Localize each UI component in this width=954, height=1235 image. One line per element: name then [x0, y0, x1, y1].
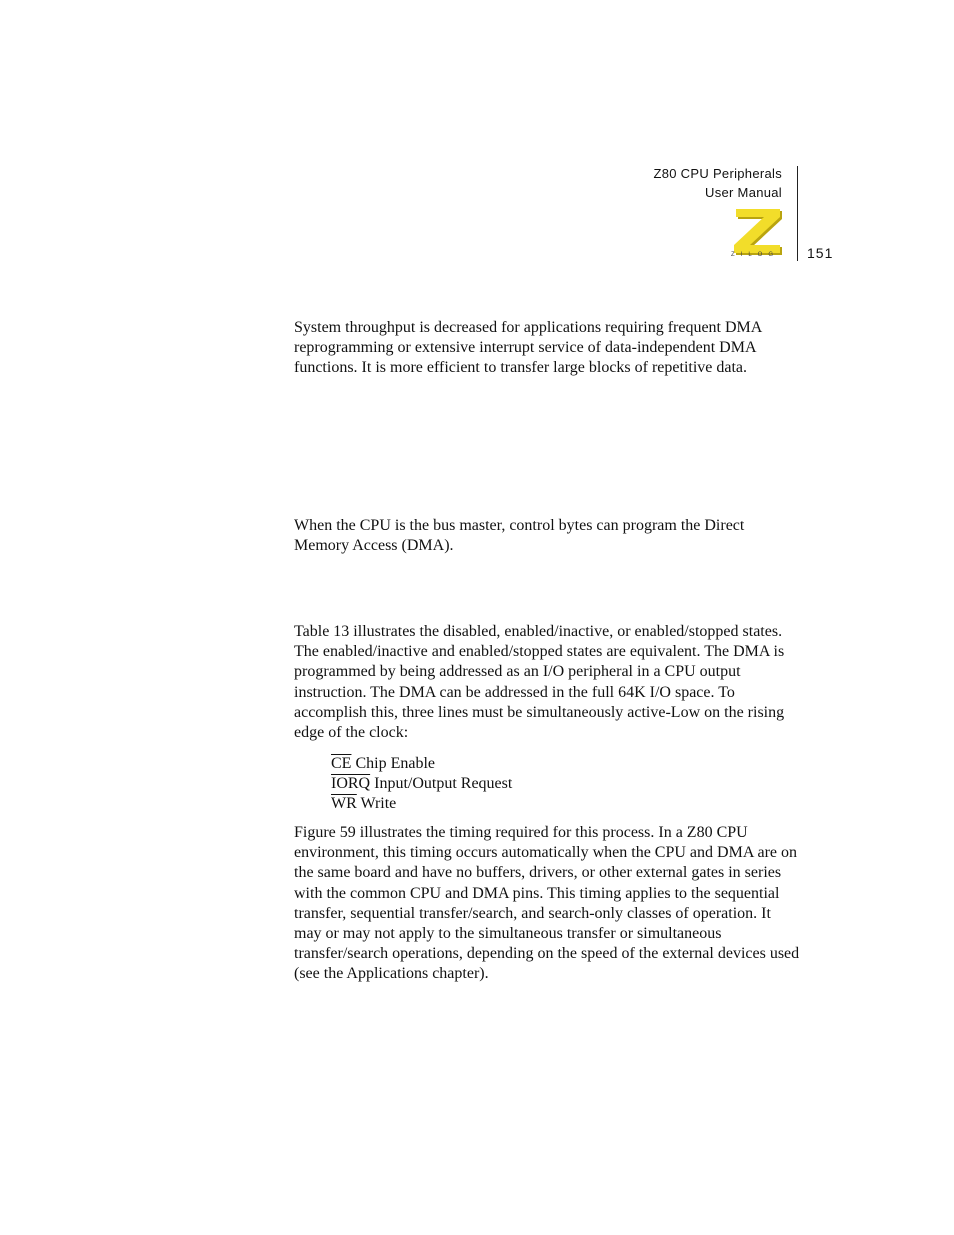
header-divider	[797, 166, 798, 261]
logo-wordmark: ZILOG	[731, 252, 780, 258]
signal-description: Input/Output Request	[374, 775, 513, 792]
paragraph-bus-master: When the CPU is the bus master, control bytes can program the Direct Memory Access (DMA).	[294, 517, 745, 555]
signal-name: $\overline{CE}$	[331, 755, 352, 772]
running-header	[653, 164, 782, 202]
signal-item-wr	[331, 794, 512, 814]
header-title-line2: User Manual	[705, 185, 782, 200]
signal-item-iorq	[331, 774, 512, 794]
header-title-line1: Z80 CPU Peripherals	[653, 166, 782, 181]
signal-description: Chip Enable	[355, 755, 435, 772]
signal-name: $\overline{WR}$	[331, 795, 357, 812]
signal-list	[331, 754, 512, 814]
signal-description: Write	[360, 795, 397, 812]
paragraph-table-13: Table 13 illustrates the disabled, enabled/inactive, or enabled/stopped states. The enabled/inactive and enabled/stopped states are equivalent. The DMA is programmed by being addressed as an I/O peripheral in a CPU output instruction. The DMA can be addressed in the full 64K I/O space. To accomplish this, three lines must be simultaneously active-Low on the rising edge of the clock:	[294, 623, 785, 742]
page-number: 151	[807, 245, 834, 261]
signal-item-ce	[331, 754, 512, 774]
signal-name: IORQ	[331, 775, 371, 792]
paragraph-figure-59: Figure 59 illustrates the timing required for this process. In a Z80 CPU environment, this timing occurs automatically when the CPU and DMA are on the same board and have no buffers, drivers, or other external gates in series with the common CPU and DMA pins. This timing applies to the sequential transfer, sequential transfer/search, and search-only classes of operation. It may or may not apply to the simultaneous transfer or simultaneous transfer/search operations, depending on the speed of the external devices used (see the Applications chapter).	[294, 824, 800, 983]
paragraph-throughput: System throughput is decreased for applications requiring frequent DMA reprogramming or extensive interrupt service of data-independent DMA functions. It is more efficient to transfer large blocks of repetitive data.	[294, 319, 762, 377]
